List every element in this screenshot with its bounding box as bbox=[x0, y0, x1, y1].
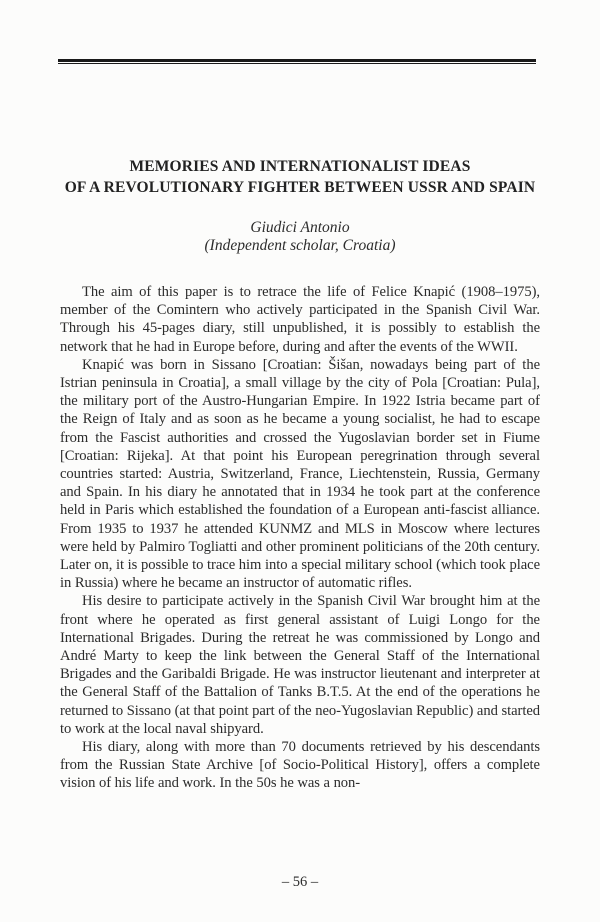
paper-title bbox=[50, 157, 550, 198]
paper-title-line1: MEMORIES AND INTERNATIONALIST IDEAS bbox=[129, 158, 471, 175]
page-number: – 56 – bbox=[281, 874, 319, 890]
rule-thin-line bbox=[58, 63, 536, 64]
rule-thick-line bbox=[58, 59, 536, 62]
author-affiliation: (Independent scholar, Croatia) bbox=[204, 237, 396, 254]
body-text bbox=[60, 283, 540, 793]
paragraph-1: The aim of this paper is to retrace the life of Felice Knapić (1908–1975), member of the Comintern who actively participated in the Spanish Civil War. Through his 45-pages diary, still unpublished, it is possibly to establish the network that he had in Europe before, during and after the events of the WWII. bbox=[60, 284, 540, 355]
paper-title-line2: OF A REVOLUTIONARY FIGHTER BETWEEN USSR AND SPAIN bbox=[64, 178, 536, 196]
paragraph-2: Knapić was born in Sissano [Croatian: Šišan, nowadays being part of the Istrian peninsula in Croatia], a small village by the city of Pola [Croatian: Pula], the military port of the Austro-Hungarian Empire. In 1922 Istria became part of the Reign of Italy and as soon as he became a young socialist, he had to escape from the Fascist authorities and crossed the Yugoslavian border set in Fiume [Croatian: Rijeka]. At that point his European peregrination through several countries started: Austria, Switzerland, France, Liechtenstein, Russia, Germany and Spain. In his diary he annotated that in 1934 he took part at the conference held in Paris which established the foundation of a European anti-fascist alliance. From 1935 to 1937 he attended KUNMZ and MLS in Moscow where lectures were held by Palmiro Togliatti and other prominent politicians of the 20th century. Later on, it is possible to trace him into a special military school (which took place in Russia) where he became an instructor of automatic rifles. bbox=[60, 356, 540, 592]
paragraph-4: His diary, along with more than 70 documents retrieved by his descendants from the Russian State Archive [of Socio-Political History], offers a complete vision of his life and work. In the 50s he was a non- bbox=[60, 739, 540, 792]
double-rule-divider bbox=[58, 59, 536, 64]
paragraph-3: His desire to participate actively in the Spanish Civil War brought him at the front where he operated as first general assistant of Luigi Longo for the International Brigades. During the retreat he was commissioned by Longo and André Marty to keep the link between the General Staff of the International Brigades and the Garibaldi Brigade. He was instructor lieutenant and interpreter at the General Staff of the Battalion of Tanks B.T.5. At the end of the operations he returned to Sissano (at that point part of the neo-Yugoslavian Republic) and started to work at the local naval shipyard. bbox=[60, 593, 540, 737]
author-block bbox=[60, 219, 540, 255]
author-name: Giudici Antonio bbox=[250, 219, 350, 236]
